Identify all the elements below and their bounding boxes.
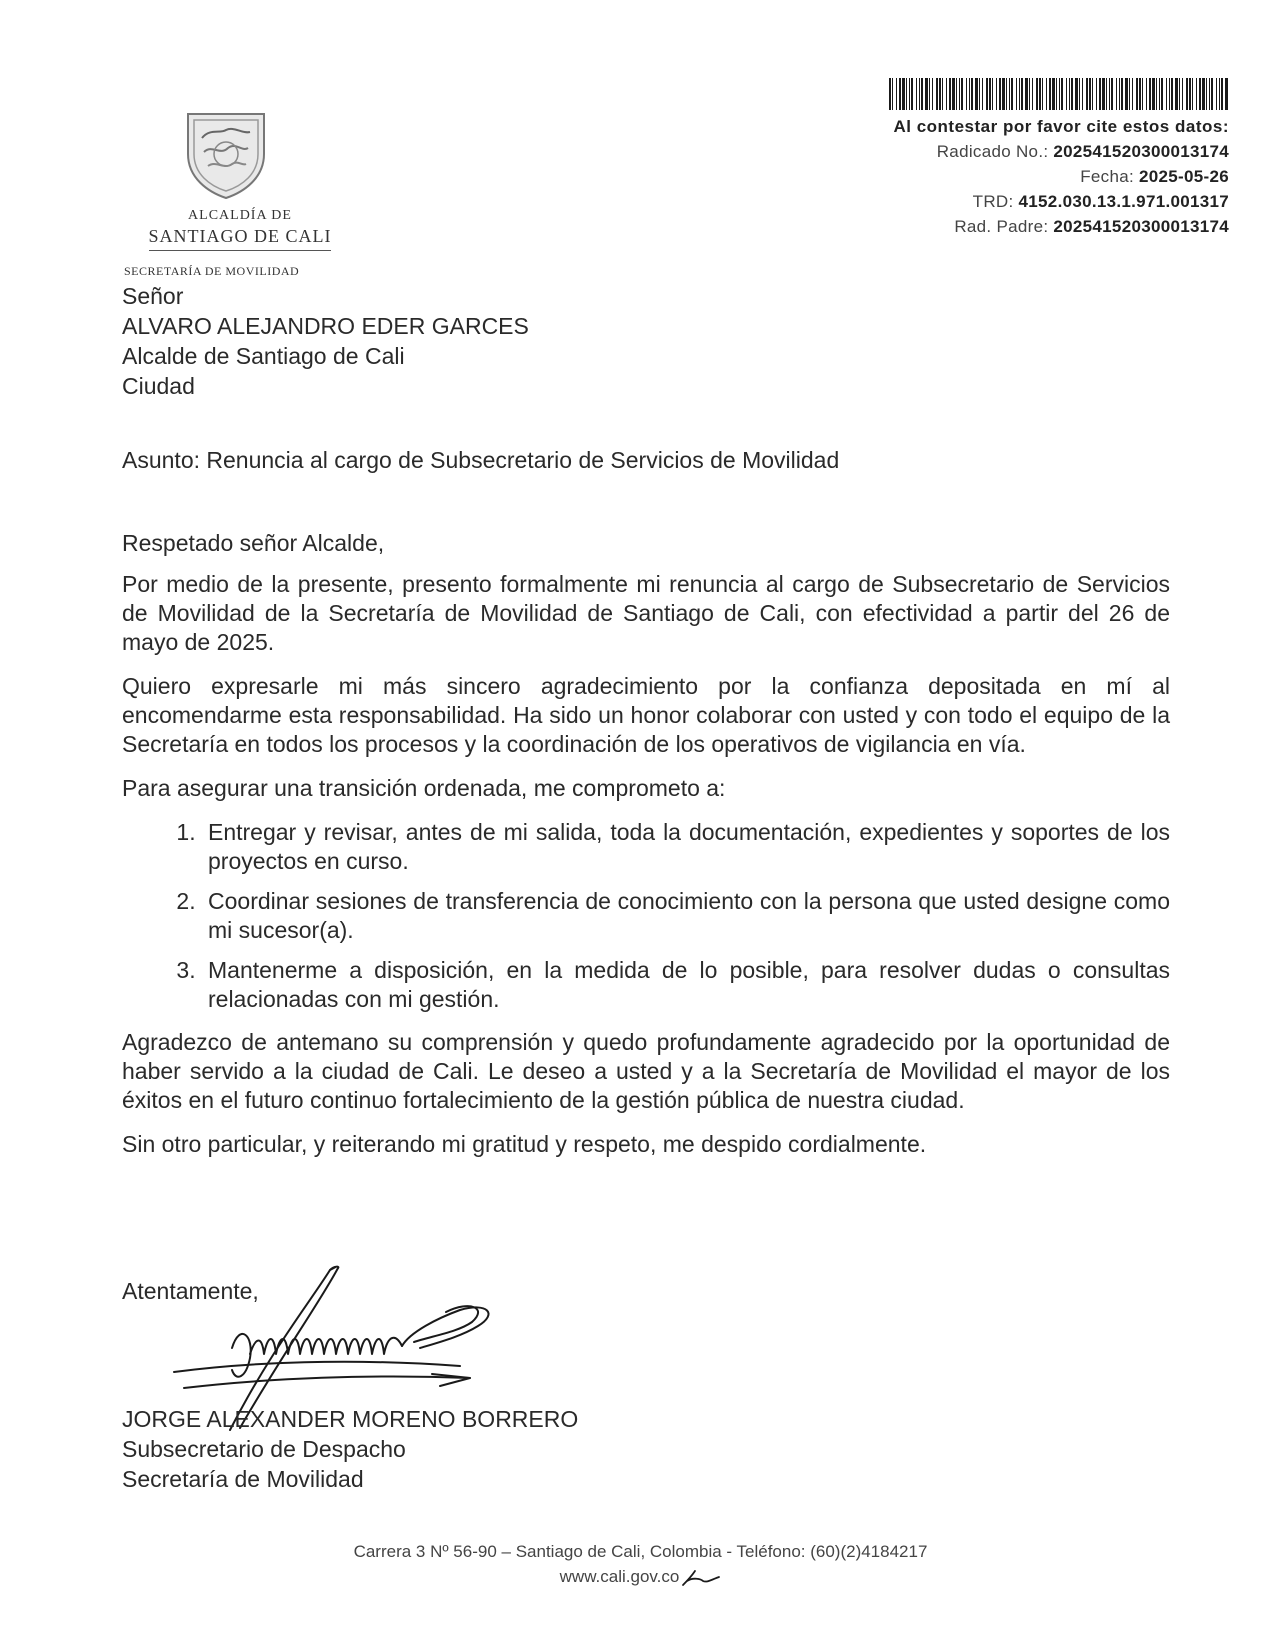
recipient-block (122, 281, 529, 401)
trd-label: TRD: (972, 192, 1014, 211)
barcode-bar (1152, 78, 1155, 110)
barcode-bar (1179, 78, 1180, 110)
barcode-bar (899, 78, 901, 110)
alcaldia-label: ALCALDÍA DE (188, 208, 292, 223)
barcode-bar (925, 78, 928, 110)
barcode-bar (1069, 78, 1070, 110)
signer-block (122, 1404, 578, 1494)
barcode-bar (919, 78, 920, 110)
rad-padre-label: Rad. Padre: (954, 217, 1049, 236)
barcode-bar (1175, 78, 1178, 110)
city-name-label: SANTIAGO DE CALI (149, 226, 332, 251)
commitment-item-3: 3. Mantenerme a disposición, en la medida de lo posible, para resolver dudas o consultas relacionadas con mi gestión. (202, 956, 1170, 1014)
body-paragraph-5: Sin otro particular, y reiterando mi gratitud y respeto, me despido cordialmente. (122, 1131, 927, 1157)
fecha-label: Fecha: (1080, 167, 1134, 186)
barcode-bar (1099, 78, 1101, 110)
barcode-bar (992, 78, 993, 110)
barcode-bar (1202, 78, 1205, 110)
barcode-bar (1036, 78, 1038, 110)
barcode-bar (1102, 78, 1105, 110)
barcode-bar (969, 78, 970, 110)
barcode-bar (1156, 78, 1157, 110)
barcode-bar (1096, 78, 1097, 110)
barcode-bar (975, 78, 978, 110)
barcode-bar (1221, 78, 1223, 110)
barcode-bar (956, 78, 957, 110)
barcode-bar (921, 78, 923, 110)
barcode-bar (939, 78, 941, 110)
trd-value: 4152.030.13.1.971.001317 (1018, 192, 1229, 211)
barcode-bar (989, 78, 991, 110)
barcode-bar (1019, 78, 1020, 110)
barcode-bar (1182, 78, 1183, 110)
barcode-bar (1171, 78, 1173, 110)
barcode-bar (1206, 78, 1207, 110)
barcode-bar (1142, 78, 1143, 110)
barcode-bar (961, 78, 963, 110)
barcode-bar (1082, 78, 1083, 110)
barcode-bar (1046, 78, 1047, 110)
barcode-bar (1106, 78, 1107, 110)
barcode-bar (1039, 78, 1041, 110)
barcode-bar (971, 78, 973, 110)
commitment-item-2: 2. Coordinar sesiones de transferencia de conocimiento con la persona que usted designe como mi sucesor(a). (202, 887, 1170, 945)
subject-line: Asunto: Renuncia al cargo de Subsecretario de Servicios de Movilidad (122, 447, 840, 473)
barcode-bar (1092, 78, 1093, 110)
signer-title: Subsecretario de Despacho (122, 1436, 406, 1462)
closing-text: Atentamente, (122, 1278, 259, 1304)
body-paragraph-3: Para asegurar una transición ordenada, me comprometo a: (122, 775, 726, 801)
commitments-list (122, 818, 1170, 1014)
barcode-bar (952, 78, 955, 110)
barcode-bar (986, 78, 988, 110)
footer-address: Carrera 3 Nº 56-90 – Santiago de Cali, Colombia - Teléfono: (60)(2)4184217 (353, 1542, 928, 1561)
barcode-bar (1075, 78, 1078, 110)
barcode-bar (1052, 78, 1055, 110)
barcode-bar (1196, 78, 1197, 110)
barcode-bar (896, 78, 897, 110)
radicado-label: Radicado No.: (936, 142, 1049, 161)
barcode-bar (892, 78, 893, 110)
barcode-bar (1166, 78, 1167, 110)
barcode-bar (1086, 78, 1088, 110)
barcode-bar (966, 78, 967, 110)
barcode-bar (932, 78, 933, 110)
barcode-bar (1119, 78, 1120, 110)
barcode-bar (996, 78, 997, 110)
barcode-bar (1111, 78, 1113, 110)
barcode-bar (1059, 78, 1060, 110)
barcode-bar (1002, 78, 1005, 110)
recipient-position: Alcalde de Santiago de Cali (122, 343, 405, 369)
footer-website-line (0, 1564, 1281, 1589)
barcode-bar (1186, 78, 1188, 110)
barcode-bar (1042, 78, 1043, 110)
city-seal-icon (180, 108, 272, 200)
barcode-bar (909, 78, 910, 110)
barcode-bar (1032, 78, 1033, 110)
barcode-bar (1061, 78, 1063, 110)
barcode-bar (902, 78, 905, 110)
barcode-bar (942, 78, 943, 110)
fecha-line (889, 167, 1229, 187)
barcode-bar (1121, 78, 1123, 110)
recipient-name: ALVARO ALEJANDRO EDER GARCES (122, 313, 529, 339)
barcode-bar (929, 78, 930, 110)
barcode-bar (911, 78, 913, 110)
barcode-bar (1139, 78, 1141, 110)
barcode-bar (1125, 78, 1128, 110)
footer (0, 1539, 1281, 1589)
barcode-bar (1021, 78, 1023, 110)
letter-body (122, 570, 1170, 1174)
barcode-bar (1216, 78, 1217, 110)
barcode-bar (1116, 78, 1117, 110)
barcode-bar (1132, 78, 1133, 110)
barcode-bar (1089, 78, 1091, 110)
barcode-bar (949, 78, 951, 110)
footer-website: www.cali.gov.co (559, 1567, 680, 1586)
barcode-bar (1146, 78, 1147, 110)
fecha-value: 2025-05-26 (1139, 167, 1229, 186)
reference-title: Al contestar por favor cite estos datos: (893, 117, 1229, 136)
barcode-bar (1169, 78, 1170, 110)
barcode-icon (889, 78, 1229, 110)
department-label: SECRETARÍA DE MOVILIDAD (124, 264, 300, 278)
barcode-bar (1189, 78, 1191, 110)
alcaldia-logo-block (120, 108, 360, 251)
radicado-line (889, 142, 1229, 162)
barcode-bar (1209, 78, 1210, 110)
barcode-bar (1129, 78, 1130, 110)
barcode-bar (889, 78, 891, 110)
barcode-bar (1009, 78, 1010, 110)
barcode-bar (1149, 78, 1151, 110)
barcode-bar (1192, 78, 1193, 110)
signer-office: Secretaría de Movilidad (122, 1466, 364, 1492)
barcode-bar (936, 78, 938, 110)
recipient-city: Ciudad (122, 373, 195, 399)
barcode-bar (1006, 78, 1007, 110)
barcode-bar (1211, 78, 1213, 110)
commitment-item-1: 1. Entregar y revisar, antes de mi salida, toda la documentación, expedientes y soportes de los proyectos en curso. (202, 818, 1170, 876)
barcode-bar (1049, 78, 1051, 110)
radicado-value: 202541520300013174 (1053, 142, 1229, 161)
barcode-bar (906, 78, 907, 110)
barcode-bar (1219, 78, 1220, 110)
rad-padre-line (889, 217, 1229, 237)
body-paragraph-2: Quiero expresarle mi más sincero agradecimiento por la confianza depositada en mí al encomendarme esta responsabilidad. Ha sido un honor colaborar con usted y con todo el equipo de la Secretaría en todos los procesos y la coordinación de los operativos de vigilancia en vía. (122, 673, 1170, 757)
trd-line (889, 192, 1229, 212)
barcode-bar (959, 78, 960, 110)
body-paragraph-4: Agradezco de antemano su comprensión y quedo profundamente agradecido por la oportunidad de haber servido a la ciudad de Cali. Le deseo a usted y a la Secretaría de Movilidad el mayor de los éxitos en el futuro continuo fortalecimiento de la gestión pública de nuestra ciudad. (122, 1029, 1170, 1113)
barcode-bar (982, 78, 983, 110)
barcode-bar (1016, 78, 1017, 110)
barcode-bar (1109, 78, 1110, 110)
recipient-salutation-title: Señor (122, 283, 184, 309)
barcode-bar (979, 78, 980, 110)
barcode-bar (1071, 78, 1073, 110)
barcode-bar (946, 78, 947, 110)
barcode-bar (1029, 78, 1030, 110)
greeting: Respetado señor Alcalde, (122, 530, 385, 556)
barcode-bar (1161, 78, 1163, 110)
barcode-bar (1225, 78, 1228, 110)
barcode-bar (999, 78, 1001, 110)
body-paragraph-1: Por medio de la presente, presento formalmente mi renuncia al cargo de Subsecretario de Servicios de Movilidad de la Secretaría de Movilidad de Santiago de Cali, con efectividad a partir del 26 de mayo de 2025. (122, 571, 1170, 655)
barcode-bar (1025, 78, 1028, 110)
barcode-bar (1011, 78, 1013, 110)
barcode-bar (1056, 78, 1057, 110)
barcode-bar (1066, 78, 1067, 110)
rad-padre-value: 202541520300013174 (1053, 217, 1229, 236)
initials-mark-icon (681, 1569, 721, 1587)
barcode-bar (1159, 78, 1160, 110)
barcode-bar (1136, 78, 1138, 110)
barcode-bar (1199, 78, 1201, 110)
reference-block (889, 78, 1229, 237)
signer-name: JORGE ALEXANDER MORENO BORRERO (122, 1406, 579, 1432)
barcode-bar (1079, 78, 1080, 110)
barcode-bar (916, 78, 917, 110)
